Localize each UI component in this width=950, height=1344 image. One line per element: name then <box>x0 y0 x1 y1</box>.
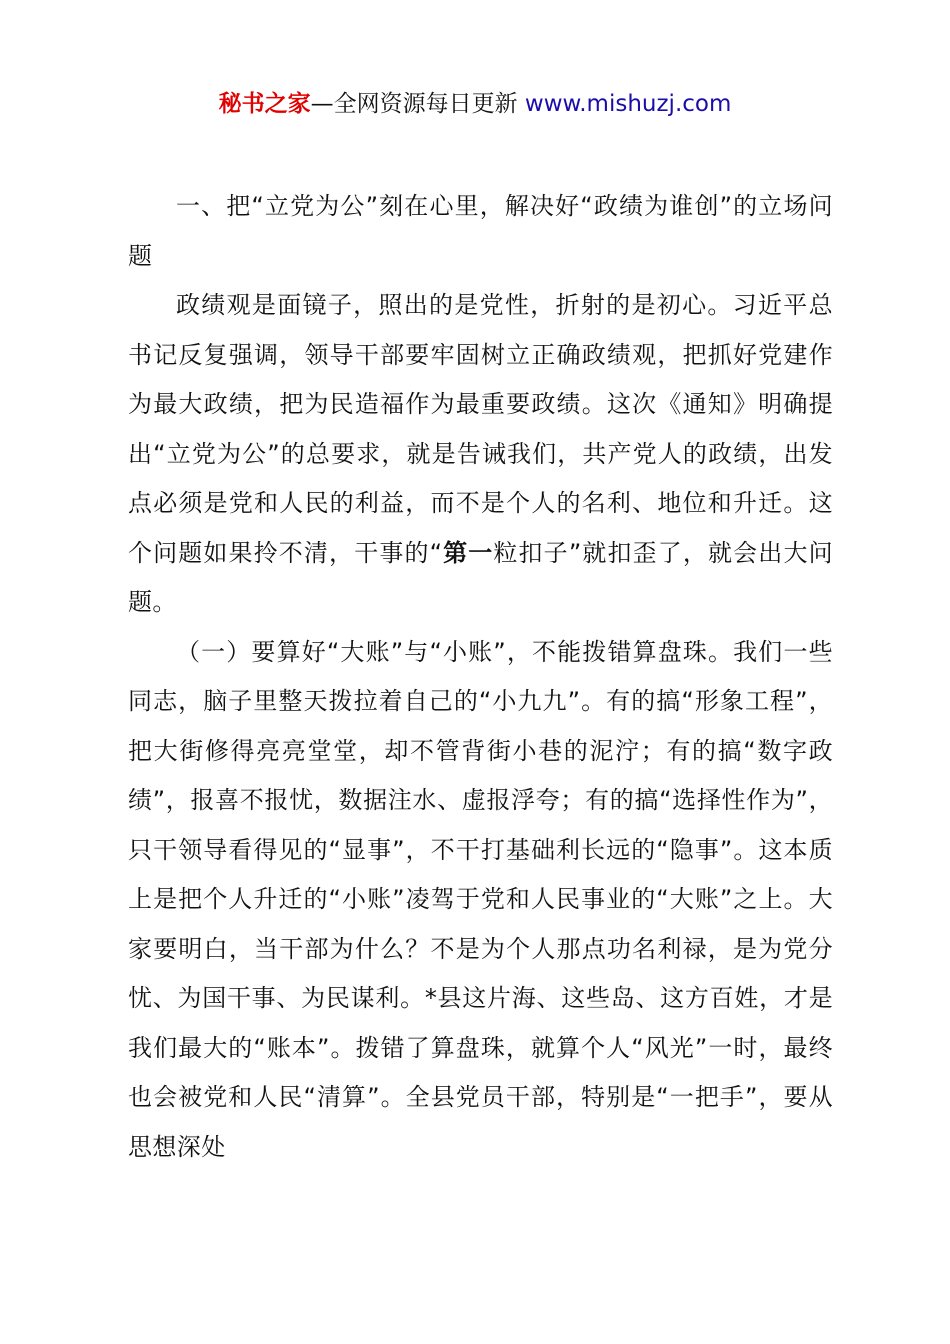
site-url-link[interactable]: www.mishuzj.com <box>524 91 732 117</box>
section-heading: 一、把“立党为公”刻在心里，解决好“政绩为谁创”的立场问题 <box>128 192 833 270</box>
paragraph-1-bold: 第一 <box>442 538 494 567</box>
paragraph-1-text: 政绩观是面镜子，照出的是党性，折射的是初心。习近平总书记反复强调，领导干部要牢固树立正确政绩观，把抓好党建作为最大政绩，把为民造福作为最重要政绩。这次《通知》明确提出“立党为公”的总要求，就是告诫我们，共产党人的政绩，出发点必须是党和人民的利益，而不是个人的名利、地位和升迁。这个问题如果拎不清，干事的“ <box>128 291 833 567</box>
header-tagline: —全网资源每日更新 <box>310 91 518 117</box>
paragraph-2: （一）要算好“大账”与“小账”，不能拨错算盘珠。我们一些同志，脑子里整天拨拉着自己的“小九九”。有的搞“形象工程”，把大街修得亮亮堂堂，却不管背街小巷的泥泞；有的搞“数字政绩”，报喜不报忧，数据注水、虚报浮夸；有的搞“选择性作为”，只干领导看得见的“显事”，不干打基础利长远的“隐事”。这本质上是把个人升迁的“小账”凌驾于党和人民事业的“大账”之上。大家要明白，当干部为什么？不是为个人那点功名利禄，是为党分忧、为国干事、为民谋利。*县这片海、这些岛、这方百姓，才是我们最大的“账本”。拨错了算盘珠，就算个人“风光”一时，最终也会被党和人民“清算”。全县党员干部，特别是“一把手”，要从思想深处 <box>128 637 833 1161</box>
document-body <box>128 182 833 1172</box>
paragraph-1-tail: 粒扣子”就扣歪了，就会出大问题。 <box>128 538 833 616</box>
site-header <box>0 88 950 120</box>
paragraph-1 <box>128 281 833 628</box>
brand-name: 秘书之家 <box>218 91 311 117</box>
